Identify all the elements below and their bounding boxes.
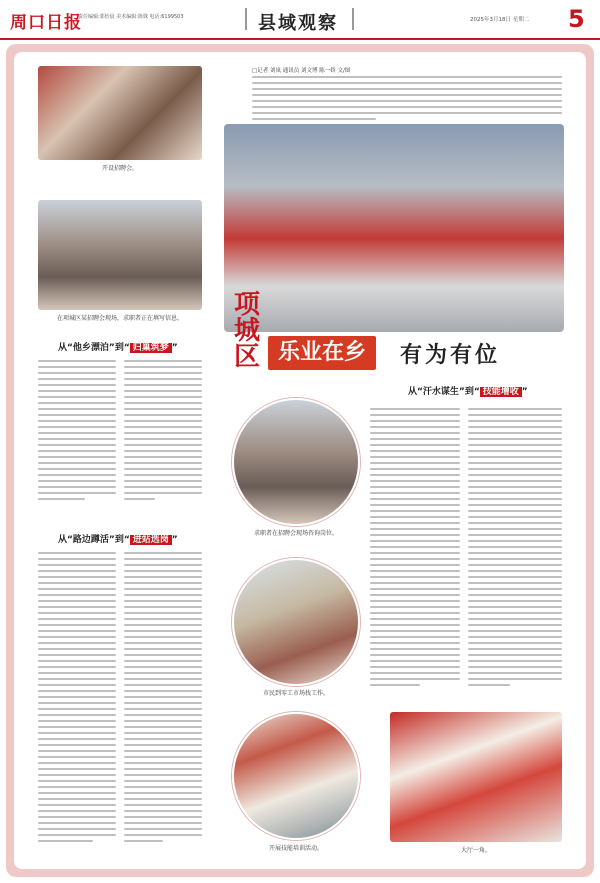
body-text-column (124, 360, 202, 530)
subhead-prefix: 从“汗水谋生”到“ (408, 387, 480, 397)
subhead-prefix: 从“他乡漂泊”到“ (58, 343, 130, 353)
headline-highlight: 乐业在乡 (268, 336, 376, 370)
photo-caption: 开展技能培训活动。 (268, 845, 323, 852)
page-number: 5 (568, 5, 585, 33)
issue-date: 2025年3月18日 星期二 (470, 17, 530, 23)
photo-caption: 开设招聘会。 (101, 165, 138, 172)
subhead (58, 340, 178, 353)
section-title: 县域观察 (258, 13, 338, 34)
photo-caption: 在项城区某招聘会现场，求职者正在填写信息。 (56, 315, 183, 322)
body-text-column (38, 552, 116, 852)
photo-service-hall (390, 712, 562, 842)
subhead-suffix: ” (171, 535, 178, 545)
body-text-column (124, 552, 202, 852)
photo-labor-market (232, 558, 360, 686)
masthead (0, 0, 600, 40)
headline-rest: 有为有位 (400, 343, 501, 368)
photo-training (232, 712, 360, 840)
lead-paragraph (252, 76, 562, 126)
editor-credits: 责任编辑:郭怡晨 美术编辑:陈姝 电话:6199503 (78, 14, 184, 20)
body-text-column (468, 408, 562, 698)
byline: □记者 刘岚 通讯员 刘文博 陈一娇 文/图 (252, 68, 351, 74)
photo-market-tents (224, 124, 564, 332)
subhead-highlight: 技能增收 (480, 387, 522, 397)
subhead-highlight: 归巢筑梦 (130, 343, 172, 353)
newspaper-logo: 周口日报 (10, 13, 82, 33)
subhead (58, 532, 178, 545)
subhead-suffix: ” (521, 387, 528, 397)
photo-caption: 求职者在招聘会现场咨询岗位。 (253, 530, 338, 537)
photo-job-fair (38, 66, 202, 160)
subhead (408, 384, 528, 397)
photo-consultation (232, 398, 360, 526)
body-text-column (38, 360, 116, 530)
divider (245, 8, 247, 30)
body-text-column (370, 408, 460, 698)
photo-registration (38, 200, 202, 310)
divider (352, 8, 354, 30)
photo-caption: 市民到零工市场找工作。 (262, 690, 329, 697)
place-title: 项城区 (234, 290, 261, 372)
photo-caption: 大厅一角。 (460, 847, 491, 854)
subhead-highlight: 进站选岗 (130, 535, 172, 545)
subhead-suffix: ” (171, 343, 178, 353)
subhead-prefix: 从“路边蹲活”到“ (58, 535, 130, 545)
